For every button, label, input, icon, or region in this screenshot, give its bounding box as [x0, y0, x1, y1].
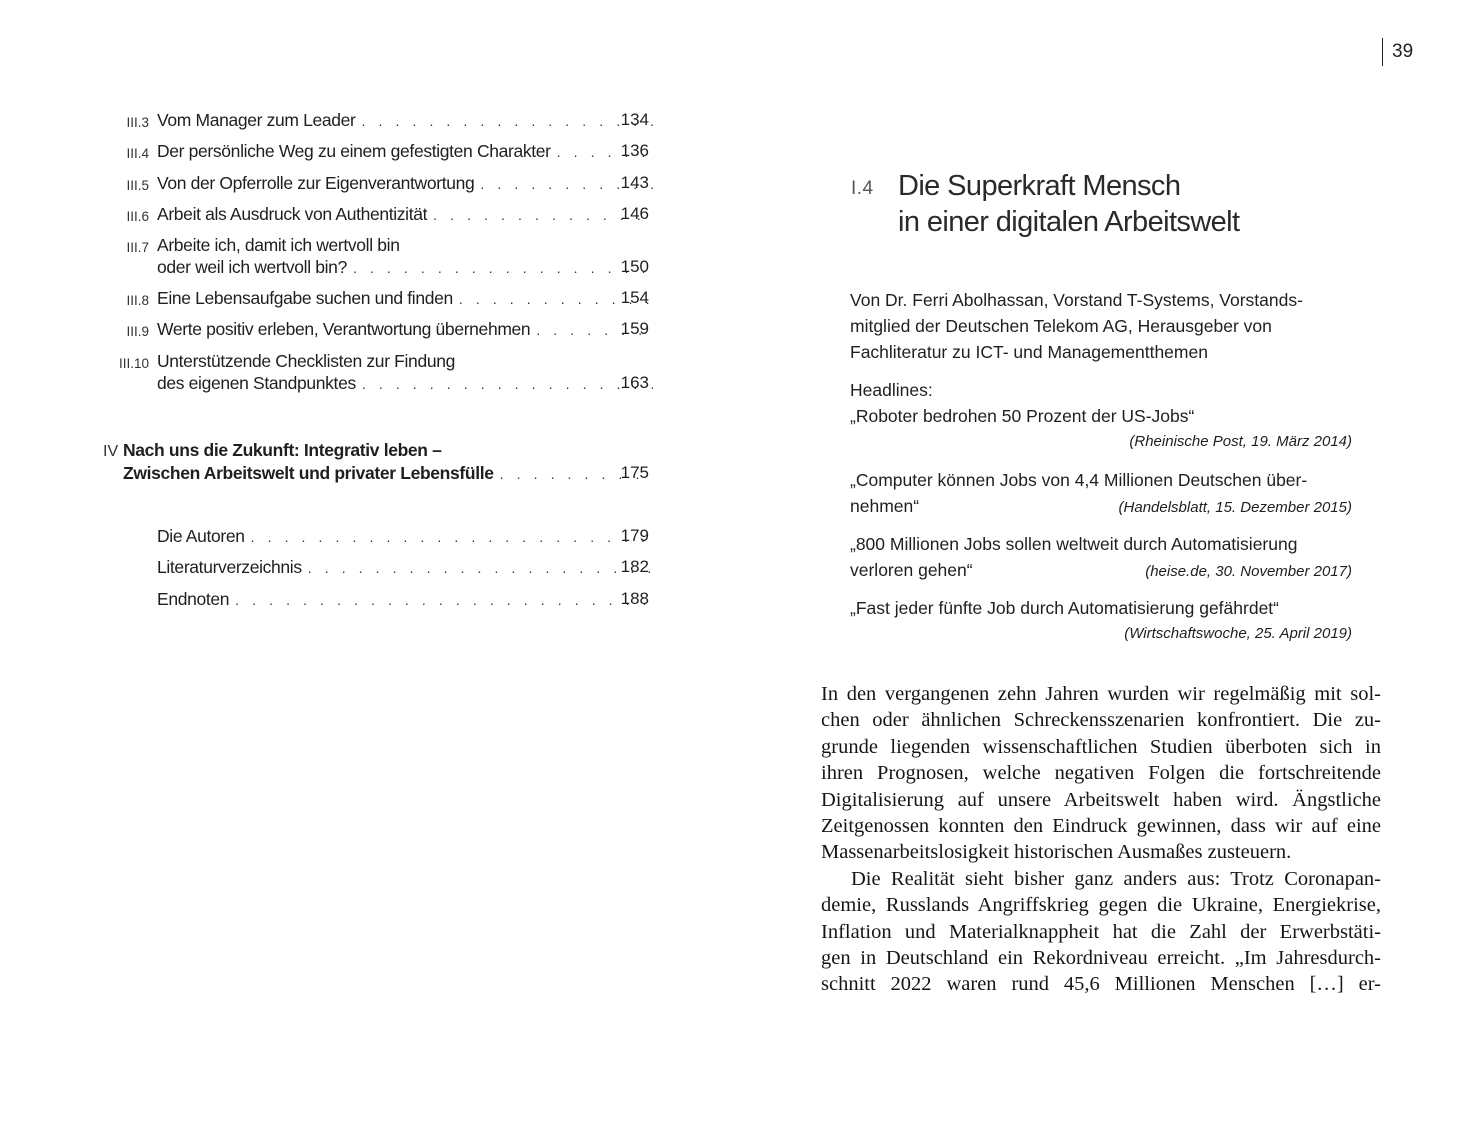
chapter-title-line: in einer digitalen Arbeitswelt	[898, 206, 1240, 238]
toc-part-title-line: Nach uns die Zukunft: Integrativ leben –	[123, 440, 442, 460]
chapter-number: I.4	[851, 178, 874, 199]
headline-text: „Roboter bedrohen 50 Prozent der US-Jobs“	[850, 406, 1195, 426]
headline-quote	[850, 403, 1352, 455]
toc-entry-title-line: Unterstützende Checklisten zur Findung	[157, 351, 455, 371]
toc-entry-number: III.4	[126, 146, 149, 161]
body-line: Digitalisierung auf unsere Arbeitswelt haben wird. Ängstliche	[821, 788, 1381, 811]
body-line: Die Realität sieht bisher ganz anders aus: Trotz Coronapan-	[851, 867, 1381, 890]
chapter-title-line: Die Superkraft Mensch	[898, 170, 1181, 202]
toc-entry-title-line: Vom Manager zum Leader	[157, 110, 356, 130]
toc-entry-number: III.10	[118, 356, 149, 371]
body-line: grunde liegenden wissenschaftlichen Studien überboten sich in	[821, 735, 1381, 758]
toc-entry-page: 146	[620, 204, 649, 223]
toc-appendix-page: 188	[620, 589, 649, 608]
toc-entry-title-line: Eine Lebensaufgabe suchen und finden	[157, 288, 453, 308]
toc-appendix-label: Literaturverzeichnis	[157, 557, 302, 577]
toc-entry-title-line: Arbeite ich, damit ich wertvoll bin	[157, 235, 400, 255]
headline-text: verloren gehen“	[850, 560, 973, 580]
body-line: ihren Prognosen, welche negativen Folgen die fortschreitende	[821, 762, 1381, 785]
toc-entry-page: 163	[620, 373, 649, 392]
toc-appendix-label: Die Autoren	[157, 526, 245, 546]
page-number: 39	[1382, 38, 1413, 66]
toc-part-page: 175	[620, 463, 649, 482]
toc-part-entry[interactable]	[0, 440, 700, 502]
toc-appendix-page: 182	[620, 557, 649, 576]
headline-source: (heise.de, 30. November 2017)	[1145, 563, 1352, 580]
author-byline	[850, 287, 1360, 365]
body-line: chen oder ähnlichen Schreckensszenarien konfrontiert. Die zu-	[821, 709, 1381, 732]
toc-entry-page: 159	[620, 319, 649, 338]
toc-entry-page: 136	[620, 141, 649, 160]
toc-entry-title-line: des eigenen Standpunktes	[157, 373, 356, 393]
toc-entry-number: III.6	[126, 209, 149, 224]
toc-entry-page: 134	[620, 110, 649, 129]
toc-entry-number: III.9	[126, 324, 149, 339]
toc-part-title-line: Zwischen Arbeitswelt und privater Lebensfülle	[123, 463, 494, 483]
headline-quote	[850, 467, 1352, 521]
headline-source: (Rheinische Post, 19. März 2014)	[1129, 433, 1352, 450]
chapter-title	[898, 168, 1378, 240]
toc-appendix-label: Endnoten	[157, 589, 230, 609]
toc-entry-page: 143	[620, 173, 649, 192]
headline-quote	[850, 595, 1352, 647]
toc-entry-number: III.7	[126, 240, 149, 255]
headline-text: „Computer können Jobs von 4,4 Millionen Deutschen über-	[850, 470, 1308, 490]
toc-entry-title-line: Werte positiv erleben, Verantwortung übernehmen	[157, 319, 531, 339]
toc-entry[interactable]	[0, 351, 700, 413]
body-text	[821, 681, 1381, 998]
toc-entry-title-line: Arbeit als Ausdruck von Authentizität	[157, 204, 428, 224]
headline-text: „Fast jeder fünfte Job durch Automatisierung gefährdet“	[850, 598, 1279, 618]
toc-entry-title-line: Von der Opferrolle zur Eigenverantwortung	[157, 173, 475, 193]
toc-entry-number: III.5	[126, 178, 149, 193]
author-line: Von Dr. Ferri Abolhassan, Vorstand T-Systems, Vorstands-	[850, 290, 1303, 310]
body-line: Zeitgenossen konnten den Eindruck gewinnen, dass wir auf eine	[821, 814, 1381, 837]
headline-source: (Wirtschaftswoche, 25. April 2019)	[1124, 625, 1352, 642]
toc-appendix-entry[interactable]	[0, 589, 700, 651]
toc-entry-number: III.3	[126, 115, 149, 130]
headline-source: (Handelsblatt, 15. Dezember 2015)	[1118, 499, 1352, 516]
body-line: schnitt 2022 waren rund 45,6 Millionen Menschen […] er-	[821, 973, 1381, 996]
body-line: Massenarbeitslosigkeit historischen Ausmaßes zusteuern.	[821, 841, 1292, 864]
toc-entry-title-line: Der persönliche Weg zu einem gefestigten Charakter	[157, 141, 551, 161]
headline-text: nehmen“	[850, 496, 920, 516]
headline-quote	[850, 531, 1352, 585]
headlines-label: Headlines:	[850, 380, 933, 400]
toc-entry-page: 150	[620, 257, 649, 276]
body-line: Inflation und Materialknappheit hat die Zahl der Erwerbstäti-	[821, 920, 1381, 943]
table-of-contents	[0, 0, 700, 700]
author-line: Fachliteratur zu ICT- und Managementthemen	[850, 342, 1208, 362]
toc-part-number: IV	[103, 443, 119, 460]
toc-entry-page: 154	[620, 288, 649, 307]
toc-entry-number: III.8	[126, 293, 149, 308]
headline-text: „800 Millionen Jobs sollen weltweit durch Automatisierung	[850, 534, 1298, 554]
author-line: mitglied der Deutschen Telekom AG, Herausgeber von	[850, 316, 1272, 336]
toc-entry-title-line: oder weil ich wertvoll bin?	[157, 257, 347, 277]
toc-appendix-page: 179	[620, 526, 649, 545]
body-line: demie, Russlands Angriffskrieg gegen die Ukraine, Energiekrise,	[821, 894, 1381, 917]
body-line: In den vergangenen zehn Jahren wurden wir regelmäßig mit sol-	[821, 683, 1381, 705]
body-line: gen in Deutschland ein Rekordniveau erreicht. „Im Jahresdurch-	[821, 946, 1381, 969]
